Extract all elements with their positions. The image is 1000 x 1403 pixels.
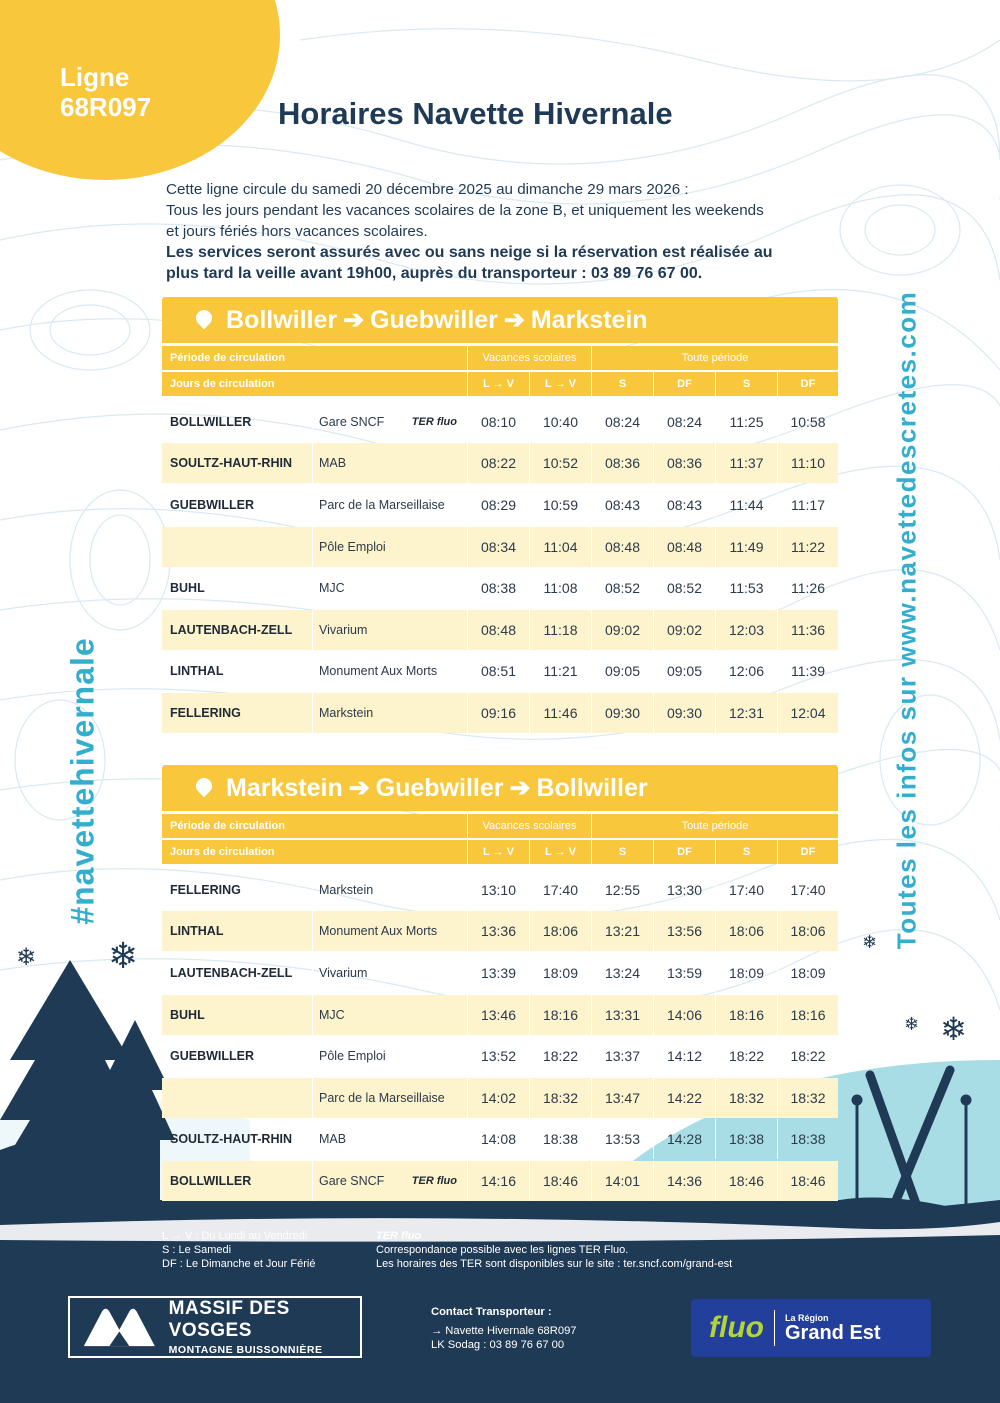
departure-time: 11:49: [715, 527, 777, 567]
departure-time: 08:29: [467, 485, 529, 525]
day-header: S: [715, 840, 777, 864]
stop-place: [312, 1119, 467, 1159]
departure-time: 14:06: [653, 995, 715, 1035]
departure-time: 18:09: [529, 953, 591, 993]
legend-line: S : Le Samedi: [162, 1244, 232, 1256]
table-row: [162, 1035, 838, 1077]
departure-time: 09:02: [591, 610, 653, 650]
table-row: [162, 692, 838, 734]
departure-time: 18:06: [777, 911, 838, 951]
days-header-row: [162, 840, 838, 864]
departure-time: 18:09: [715, 953, 777, 993]
period-label: Période de circulation: [162, 814, 467, 838]
svg-text:❄: ❄: [904, 1014, 920, 1035]
route-via: Guebwiller: [370, 305, 498, 334]
intro-bold-line: Les services seront assurés avec ou sans neige si la réservation est réalisée au: [166, 244, 773, 261]
departure-time: 13:30: [653, 870, 715, 910]
departure-time: 12:03: [715, 610, 777, 650]
stop-place-label: Markstein: [319, 705, 374, 720]
stop-city: BUHL: [162, 995, 312, 1035]
departure-time: 18:16: [777, 995, 838, 1035]
departure-time: 09:30: [591, 693, 653, 733]
departure-time: 18:32: [777, 1078, 838, 1118]
departure-time: 14:36: [653, 1161, 715, 1201]
day-header: L → V: [529, 840, 591, 864]
stop-place-label: MJC: [319, 581, 345, 596]
schedule-return: [162, 765, 838, 1202]
table-row: [162, 443, 838, 485]
departure-time: 11:04: [529, 527, 591, 567]
svg-text:❄: ❄: [16, 943, 37, 971]
period-header-row: [162, 814, 838, 838]
table-row: [162, 952, 838, 994]
intro-line: Tous les jours pendant les vacances scolaires de la zone B, et uniquement les weekends: [166, 202, 764, 219]
departure-time: 08:38: [467, 568, 529, 608]
route-from: Markstein: [226, 773, 343, 802]
departure-time: 11:37: [715, 443, 777, 483]
departure-time: 13:10: [467, 870, 529, 910]
stop-city: SOULTZ-HAUT-RHIN: [170, 1132, 292, 1147]
departure-time: 08:48: [467, 610, 529, 650]
arrow-right-icon: ➔: [509, 774, 531, 802]
departure-time: 18:38: [715, 1119, 777, 1159]
page-title: Horaires Navette Hivernale: [278, 96, 673, 131]
stop-place-label: Markstein: [319, 882, 374, 897]
table-row: [162, 1119, 838, 1161]
departure-time: 18:32: [715, 1078, 777, 1118]
departure-time: 18:16: [715, 995, 777, 1035]
fluo-logo-text: fluo: [709, 1311, 764, 1344]
table-row: [162, 484, 838, 526]
stop-place-label: Vivarium: [319, 622, 368, 637]
departure-time: 09:02: [653, 610, 715, 650]
website-vertical: Toutes les infos sur www.navettedescretes.com: [891, 290, 922, 950]
departure-time: 18:46: [715, 1161, 777, 1201]
departure-time: 12:31: [715, 693, 777, 733]
departure-time: 14:12: [653, 1036, 715, 1076]
route-header: [162, 297, 838, 343]
stop-city: SOULTZ-HAUT-RHIN: [162, 443, 312, 483]
day-header: S: [591, 840, 653, 864]
departure-time: 08:34: [467, 527, 529, 567]
departure-time: 18:06: [715, 911, 777, 951]
departure-time: 13:59: [653, 953, 715, 993]
period-label: Période de circulation: [162, 346, 467, 370]
departure-time: 13:47: [591, 1078, 653, 1118]
contact-block: [431, 1305, 577, 1353]
stop-place: [312, 568, 467, 608]
stop-city: LAUTENBACH-ZELL: [170, 965, 293, 980]
days-label: Jours de circulation: [162, 840, 467, 864]
day-header: L → V: [467, 372, 529, 396]
stop-place: [312, 485, 467, 525]
table-row: [162, 651, 838, 693]
stop-place: [312, 870, 467, 910]
departure-time: 14:08: [467, 1119, 529, 1159]
arrow-right-icon: ➔: [343, 306, 365, 334]
departure-time: 08:22: [467, 443, 529, 483]
departure-time: 09:05: [591, 651, 653, 691]
svg-text:❄: ❄: [90, 1018, 111, 1046]
stop-city: GUEBWILLER: [170, 1049, 255, 1064]
departure-time: 09:05: [653, 651, 715, 691]
departure-time: 11:21: [529, 651, 591, 691]
departure-time: 08:43: [591, 485, 653, 525]
stop-city: LAUTENBACH-ZELL: [162, 610, 312, 650]
stop-place-label: Parc de la Marseillaise: [319, 497, 445, 512]
stop-city: BUHL: [170, 581, 205, 596]
intro-bold-line: plus tard la veille avant 19h00, auprès du transporteur : 03 89 76 67 00.: [166, 265, 703, 282]
departure-time: 18:32: [529, 1078, 591, 1118]
table-row: [162, 994, 838, 1036]
region-name: Grand Est: [784, 1321, 881, 1344]
toute-periode-header: Toute période: [591, 346, 838, 370]
mountain-logo-icon: [82, 1304, 157, 1350]
stop-city: GUEBWILLER: [170, 497, 255, 512]
stop-place-label: MAB: [319, 456, 347, 471]
stop-place: [312, 1036, 467, 1076]
legend-line: Les horaires des TER sont disponibles sur le site : ter.sncf.com/grand-est: [376, 1258, 733, 1270]
svg-text:❄: ❄: [862, 932, 878, 953]
ter-fluo-logo: TER fluo: [411, 1174, 457, 1187]
departure-time: 13:36: [467, 911, 529, 951]
stop-place: [312, 1078, 467, 1118]
departure-time: 14:01: [591, 1161, 653, 1201]
departure-time: 18:38: [529, 1119, 591, 1159]
departure-time: 08:48: [653, 527, 715, 567]
departure-time: 10:59: [529, 485, 591, 525]
arrow-right-icon: ➔: [503, 306, 525, 334]
stop-place: [312, 527, 467, 567]
stop-place-label: Parc de la Marseillaise: [319, 1090, 445, 1105]
stop-city: FELLERING: [170, 882, 241, 897]
massif-title: MASSIF DES VOSGES: [168, 1298, 290, 1341]
table-row: [162, 567, 838, 609]
stop-place-label: Monument Aux Morts: [319, 664, 438, 679]
route-to: Markstein: [530, 305, 648, 334]
departure-time: 18:06: [529, 911, 591, 951]
departure-time: 08:51: [467, 651, 529, 691]
ter-fluo-logo: TER fluo: [376, 1230, 422, 1242]
table-row: [162, 1160, 838, 1202]
departure-time: 13:46: [467, 995, 529, 1035]
stops-list: [162, 401, 838, 734]
departure-time: 13:37: [591, 1036, 653, 1076]
departure-time: 11:17: [777, 485, 838, 525]
departure-time: 17:40: [715, 870, 777, 910]
day-header: S: [715, 372, 777, 396]
departure-time: 11:26: [777, 568, 838, 608]
departure-time: 13:31: [591, 995, 653, 1035]
departure-time: 12:06: [715, 651, 777, 691]
departure-time: 11:36: [777, 610, 838, 650]
logo-divider: [774, 1310, 775, 1346]
day-header: L → V: [529, 372, 591, 396]
departure-time: 11:44: [715, 485, 777, 525]
departure-time: 14:28: [653, 1119, 715, 1159]
stop-place-label: Pôle Emploi: [319, 539, 386, 554]
stop-place-label: MAB: [319, 1132, 347, 1147]
day-header: DF: [777, 372, 838, 396]
legend-line: DF : Le Dimanche et Jour Férié: [162, 1258, 316, 1270]
stop-place: [312, 443, 467, 483]
stop-city: FELLERING: [162, 693, 312, 733]
route-to: Bollwiller: [536, 773, 648, 802]
departure-time: 17:40: [529, 870, 591, 910]
departure-time: 12:04: [777, 693, 838, 733]
departure-time: 18:46: [529, 1161, 591, 1201]
departure-time: 14:16: [467, 1161, 529, 1201]
route-header: [162, 765, 838, 811]
stop-place: [312, 911, 467, 951]
contact-title: Contact Transporteur :: [431, 1306, 552, 1318]
svg-text:❄: ❄: [64, 978, 80, 999]
stop-place: [312, 1161, 467, 1201]
departure-time: 14:02: [467, 1078, 529, 1118]
departure-time: 13:56: [653, 911, 715, 951]
departure-time: 13:24: [591, 953, 653, 993]
contact-line: → Navette Hivernale 68R097: [431, 1324, 577, 1337]
departure-time: 11:08: [529, 568, 591, 608]
stop-city: [162, 1078, 312, 1118]
departure-time: 18:22: [529, 1036, 591, 1076]
contact-phone: LK Sodag : 03 89 76 67 00: [431, 1339, 565, 1351]
stop-city: BOLLWILLER: [170, 414, 252, 429]
departure-time: 08:52: [591, 568, 653, 608]
departure-time: 13:52: [467, 1036, 529, 1076]
line-number: 68R097: [60, 92, 152, 122]
legend-days: [162, 1229, 315, 1271]
massif-des-vosges-logo: [68, 1296, 362, 1358]
massif-subtitle: MONTAGNE BUISSONNIÈRE: [168, 1344, 323, 1356]
departure-time: 11:53: [715, 568, 777, 608]
legend-ter: [376, 1229, 732, 1271]
table-row: [162, 401, 838, 443]
departure-time: 09:30: [653, 693, 715, 733]
region-label: La Région: [784, 1312, 829, 1323]
table-row: [162, 526, 838, 568]
svg-text:❄: ❄: [108, 936, 139, 977]
departure-time: 10:40: [529, 402, 591, 442]
departure-time: 18:22: [777, 1036, 838, 1076]
stop-place-label: Monument Aux Morts: [319, 924, 438, 939]
arrow-right-icon: ➔: [348, 774, 370, 802]
period-header-row: [162, 346, 838, 370]
departure-time: 13:53: [591, 1119, 653, 1159]
stop-place-label: MJC: [319, 1007, 345, 1022]
departure-time: 09:16: [467, 693, 529, 733]
departure-time: 08:48: [591, 527, 653, 567]
stop-city: LINTHAL: [170, 664, 224, 679]
stop-place-label: Pôle Emploi: [319, 1049, 386, 1064]
legend-line: L → V : Du Lundi au Vendredi: [162, 1230, 308, 1242]
stop-place: [312, 651, 467, 691]
departure-time: 08:36: [653, 443, 715, 483]
table-row: [162, 911, 838, 953]
day-header: DF: [777, 840, 838, 864]
departure-time: 18:22: [715, 1036, 777, 1076]
location-pin-icon: [193, 775, 216, 798]
line-label: Ligne: [60, 62, 130, 92]
day-header: DF: [653, 372, 715, 396]
departure-time: 18:38: [777, 1119, 838, 1159]
departure-time: 11:39: [777, 651, 838, 691]
stop-place: [312, 402, 467, 442]
stop-place: [312, 995, 467, 1035]
day-header: S: [591, 372, 653, 396]
stop-place: [312, 693, 467, 733]
departure-time: 12:55: [591, 870, 653, 910]
route-from: Bollwiller: [226, 305, 338, 334]
departure-time: 18:09: [777, 953, 838, 993]
departure-time: 08:36: [591, 443, 653, 483]
hashtag-vertical: #navettehivernale: [64, 637, 101, 925]
departure-time: 13:39: [467, 953, 529, 993]
departure-time: 08:24: [591, 402, 653, 442]
legend-line: Correspondance possible avec les lignes TER Fluo.: [376, 1244, 629, 1256]
stops-list: [162, 869, 838, 1202]
svg-text:❄: ❄: [940, 1010, 967, 1048]
stop-place: [312, 610, 467, 650]
day-header: L → V: [467, 840, 529, 864]
table-row: [162, 1077, 838, 1119]
stop-city: LINTHAL: [162, 911, 312, 951]
departure-time: 11:22: [777, 527, 838, 567]
stop-city: BOLLWILLER: [162, 1161, 312, 1201]
route-via: Guebwiller: [375, 773, 504, 802]
table-row: [162, 609, 838, 651]
stop-place-label: Vivarium: [319, 965, 368, 980]
stop-city: [162, 527, 312, 567]
departure-time: 11:10: [777, 443, 838, 483]
toute-periode-header: Toute période: [591, 814, 838, 838]
day-header: DF: [653, 840, 715, 864]
departure-time: 11:46: [529, 693, 591, 733]
departure-time: 18:16: [529, 995, 591, 1035]
stop-place: [312, 953, 467, 993]
location-pin-icon: [193, 307, 216, 330]
departure-time: 08:10: [467, 402, 529, 442]
departure-time: 18:46: [777, 1161, 838, 1201]
departure-time: 10:52: [529, 443, 591, 483]
stop-place-label: Gare SNCF: [319, 1173, 385, 1188]
table-row: [162, 869, 838, 911]
days-header-row: [162, 372, 838, 396]
fluo-grand-est-logo: [691, 1299, 931, 1357]
ter-fluo-logo: TER fluo: [411, 415, 457, 428]
departure-time: 10:58: [777, 402, 838, 442]
vacances-header: Vacances scolaires: [467, 814, 591, 838]
departure-time: 08:52: [653, 568, 715, 608]
departure-time: 08:24: [653, 402, 715, 442]
intro-line: et jours fériés hors vacances scolaires.: [166, 223, 428, 240]
stop-place-label: Gare SNCF: [319, 414, 385, 429]
schedule-outbound: [162, 297, 838, 734]
days-label: Jours de circulation: [162, 372, 467, 396]
departure-time: 11:18: [529, 610, 591, 650]
departure-time: 17:40: [777, 870, 838, 910]
vacances-header: Vacances scolaires: [467, 346, 591, 370]
departure-time: 11:25: [715, 402, 777, 442]
intro-line: Cette ligne circule du samedi 20 décembre 2025 au dimanche 29 mars 2026 :: [166, 181, 689, 198]
departure-time: 08:43: [653, 485, 715, 525]
departure-time: 13:21: [591, 911, 653, 951]
departure-time: 14:22: [653, 1078, 715, 1118]
pine-trees: [0, 960, 175, 1170]
